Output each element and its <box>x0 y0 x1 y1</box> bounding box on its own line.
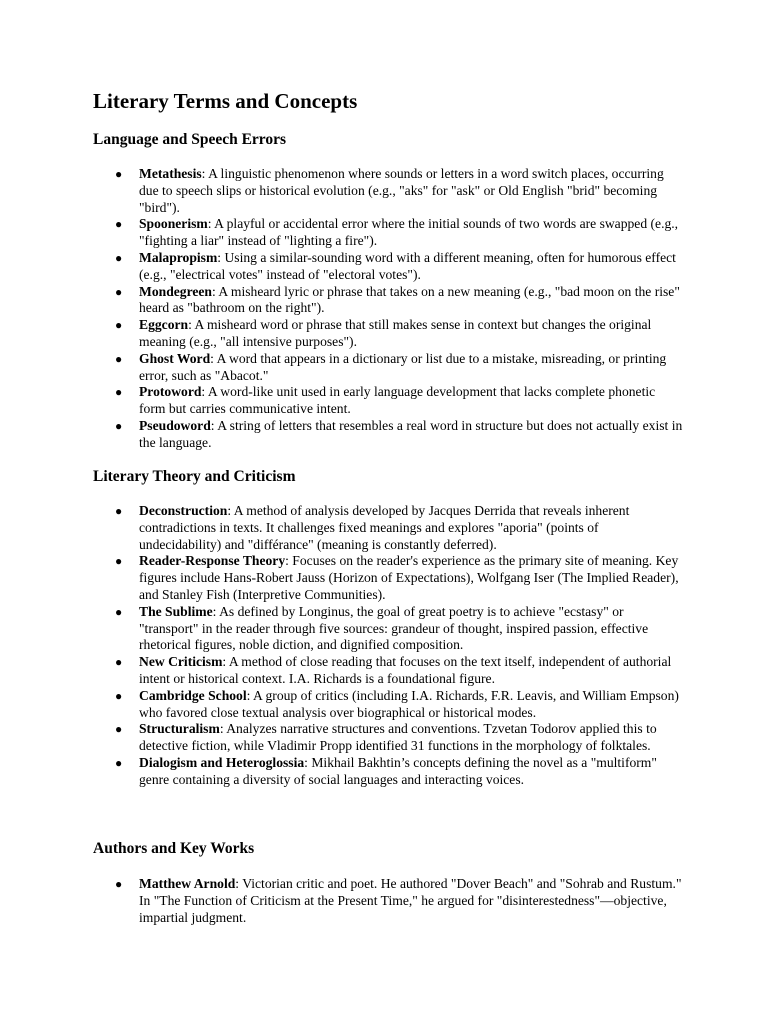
bullet-icon: ● <box>115 284 123 299</box>
term-name: Protoword <box>139 384 202 400</box>
list-item <box>0 250 684 284</box>
page-title: Literary Terms and Concepts <box>93 89 358 113</box>
term-name: Deconstruction <box>139 503 228 518</box>
bullet-icon: ● <box>115 167 123 181</box>
term-name: Reader-Response Theory <box>139 553 286 569</box>
section-heading: Literary Theory and Criticism <box>93 468 296 485</box>
list-item <box>0 688 684 722</box>
term-definition: : A word-like unit used in early language development that lacks complete phonetic form but carries communicative intent. <box>139 384 656 417</box>
term-definition: : A word that appears in a dictionary or list due to a mistake, misreading, or printing error, such as "Abacot." <box>139 350 667 383</box>
term-definition: : A string of letters that resembles a real word in structure but does not actually exist in the language. <box>139 417 683 450</box>
term-name: Structuralism <box>139 721 220 737</box>
bullet-icon: ● <box>115 318 123 333</box>
list-item <box>0 351 684 385</box>
term-definition: : A misheard lyric or phrase that takes on a new meaning (e.g., "bad moon on the rise" heard as "bathroom on the right"). <box>139 283 680 316</box>
term-name: Matthew Arnold <box>139 876 236 891</box>
term-name: Pseudoword <box>139 417 211 433</box>
bullet-icon: ● <box>115 250 123 265</box>
term-definition: : Using a similar-sounding word with a different meaning, often for humorous effect (e.g., "electrical votes" instead of "electoral votes"). <box>139 249 676 282</box>
bullet-icon: ● <box>115 877 123 891</box>
term-definition: : Analyzes narrative structures and conventions. Tzvetan Todorov applied this to detective fiction, while Vladimir Propp identified 31 functions in the morphology of folktales. <box>139 721 657 754</box>
term-name: New Criticism <box>139 654 223 670</box>
section-heading: Language and Speech Errors <box>93 131 287 148</box>
list-item <box>0 721 684 755</box>
term-definition: : A group of critics (including I.A. Richards, F.R. Leavis, and William Empson) who favored close textual analysis over biographical or historical modes. <box>139 687 679 720</box>
list-item <box>0 166 684 216</box>
term-list <box>0 166 768 452</box>
term-list <box>0 503 768 789</box>
list-item <box>0 284 684 318</box>
list-item <box>0 384 684 418</box>
bullet-icon: ● <box>115 418 123 433</box>
term-definition: : Victorian critic and poet. He authored "Dover Beach" and "Sohrab and Rustum." In "The Function of Criticism at the Present Time," he argued for "disinterestedness"—objective, impartial judgment. <box>139 876 682 925</box>
list-item <box>0 553 684 603</box>
term-name: Ghost Word <box>139 350 211 366</box>
list-item <box>0 503 684 553</box>
term-name: The Sublime <box>139 603 213 619</box>
term-definition: : A method of close reading that focuses on the text itself, independent of authorial intent or historical context. I.A. Richards is a foundational figure. <box>139 654 672 686</box>
bullet-icon: ● <box>115 554 123 569</box>
term-definition: : As defined by Longinus, the goal of great poetry is to achieve "ecstasy" or "transport" in the reader through five sources: grandeur of thought, inspired passion, effective rhetorical figures, noble diction, and dignified composition. <box>139 603 649 653</box>
section-heading: Authors and Key Works <box>93 840 255 857</box>
term-name: Cambridge School <box>139 687 247 703</box>
term-name: Dialogism and Heteroglossia <box>139 754 305 770</box>
bullet-icon: ● <box>115 755 123 770</box>
term-definition: : Focuses on the reader's experience as the primary site of meaning. Key figures include Hans-Robert Jauss (Horizon of Expectations), Wolfgang Iser (The Implied Reader), and Stanley Fish (Interpretive Communities). <box>139 553 679 602</box>
term-definition: : A misheard word or phrase that still makes sense in context but changes the original meaning (e.g., "all intensive purposes"). <box>139 317 652 349</box>
term-definition: : A method of analysis developed by Jacques Derrida that reveals inherent contradictions in texts. It challenges fixed meanings and explores "aporia" (points of undecidability) and "différance" (meaning is constantly deferred). <box>139 503 630 552</box>
term-name: Spoonerism <box>139 216 208 232</box>
list-item <box>0 876 684 926</box>
bullet-icon: ● <box>115 688 123 703</box>
bullet-icon: ● <box>115 504 123 518</box>
term-name: Metathesis <box>139 166 202 181</box>
term-name: Mondegreen <box>139 283 212 299</box>
bullet-icon: ● <box>115 385 123 400</box>
list-item <box>0 216 684 250</box>
bullet-icon: ● <box>115 655 123 670</box>
bullet-icon: ● <box>115 351 123 366</box>
bullet-icon: ● <box>115 722 123 737</box>
term-definition: : A playful or accidental error where the initial sounds of two words are swapped (e.g., "fighting a liar" instead of "lighting a fire"). <box>139 216 679 249</box>
term-list <box>0 876 768 926</box>
list-item <box>0 418 684 452</box>
bullet-icon: ● <box>115 217 123 232</box>
term-name: Eggcorn <box>139 317 189 333</box>
list-item <box>0 755 684 789</box>
list-item <box>0 654 684 688</box>
term-definition: : Mikhail Bakhtin’s concepts defining the novel as a "multiform" genre containing a diversity of social languages and interacting voices. <box>139 754 657 787</box>
list-item <box>0 604 684 654</box>
term-name: Malapropism <box>139 249 218 265</box>
list-item <box>0 317 684 351</box>
term-definition: : A linguistic phenomenon where sounds or letters in a word switch places, occurring due to speech slips or historical evolution (e.g., "aks" for "ask" or Old English "brid" becoming "bird"). <box>139 166 664 215</box>
bullet-icon: ● <box>115 604 123 619</box>
